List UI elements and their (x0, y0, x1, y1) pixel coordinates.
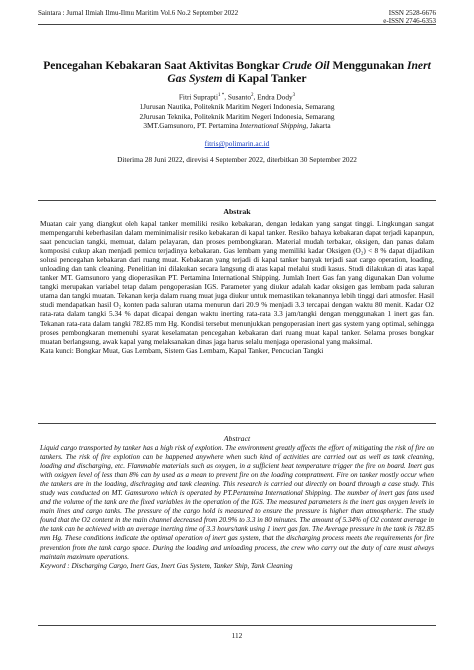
header-rule (38, 24, 436, 25)
abstract-text: Liquid cargo transported by tanker has a high risk of explotion. The environment greatly affects the effort of mitigating the risk of fire on tankers. The risk of fire explotion can be happened anywhere when such kind of activities are carried out as well as tank cleaning, loading and discharging, etc. Flammable materials such as oxygen, in a sufficient heat temperature trigger the fire on board. Inert gas with oxigyen level of less than 8% can by used as a mean to prevent fire on the loading compratment. Fire on tanker mostly occur when the tankers are in the loading, dischraging and tank cleaning. This research is carried out directly on board through a case study. This study was conducted on MT. Gamsurono which is operated by PT.Pertamina International Shipping. The number of inert gas fans used and the volume of the tank are the fixed variables in the operation of the IGS. The measured parameters is the inert gas oxygen levels in main lines and cargo tanks. The pressure of the cargo hold is measured to ensure the pressure is higher than atmospheric. The study found that the O2 content in the main channel decreased from 20.9% to 3.3 in 80 minutes. The amount of 5.34% of O2 content average in the tank can be achieved with an average inerting time of 3.3 hours/tank using 1 inert gas fan. The Average pressure in the tank is 782.85 mm Hg. These conditions indicate the optimal operation of inert gas system, that the discharging process meets the requirements for fire prevention from the tank cargo space. During the loading and unloading process, the crew who carry out the duty of care must always maintain maximum operations. (40, 444, 434, 561)
affiliation-2: 2Jurusan Teknika, Politeknik Maritim Negeri Indonesia, Semarang (139, 111, 335, 121)
abstrak-keywords: Kata kunci: Bongkar Muat, Gas Lembam, Sistem Gas Lembam, Kapal Tanker, Pencucian Tangki (40, 345, 324, 355)
abstract-heading: Abstract (223, 434, 251, 443)
issn: ISSN 2528-6676 (388, 9, 436, 17)
page-number: 112 (231, 631, 243, 640)
publication-dates: Diterima 28 Juni 2022, direvisi 4 September 2022, diterbitkan 30 September 2022 (117, 155, 357, 164)
e-issn: e-ISSN 2746-6353 (383, 17, 436, 25)
abstrak-heading: Abstrak (223, 207, 251, 216)
affiliation-1: 1Jurusan Nautika, Politeknik Maritim Negeri Indonesia, Semarang (139, 102, 335, 112)
abstract-body (40, 444, 434, 571)
footer-rule (38, 625, 436, 626)
author-names: Fitri Suprapti$^{1 *}$, Susanto$^2$, Endra Dody$^3$ (178, 92, 296, 102)
abstrak-top-rule (38, 200, 436, 201)
abstrak-text: Muatan cair yang diangkut oleh kapal tanker memiliki resiko kebakaran, dengan ledakan yang sangat tinggi. Lingkungan sangat mempengaruhi keberhasilan dalam meminimalisir resiko kebakaran di kapal tanker. Resiko bahaya kebakaran dapat terjadi kapanpun, saat pencucian tangki, memuat, dalam pelayaran, dan proses pembongkaran. Material mudah terbakar, oksigen, dan panas dalam komposisi cukup akan menjadi pemicu terjadinya kebakaran. Gas lembam yang memiliki kadar Oksigen (O₂) < 8 % dapat dijadikan solusi pencegahan kebakaran dari ruang muat. Kebakaran yang terjadi di kapal tanker banyak terjadi saat cargo operation, loading, unloading dan tank cleaning. Penelitian ini dilakukan secara langsung di atas kapal melalui studi kasus. Studi dilakukan di atas kapal tanker MT. Gamsunoro yang dioperasikan PT. Pertamina International Shipping. Jumlah Inert Gas fan yang digunakan Dan volume tangki merupakan variabel tetap dalam pengoperasian IGS. Parameter yang diukur adalah kadar oksigen gas lembam pada saluran utama dan tangki muatan. Tekanan kerja dalam ruang muat juga diukur untuk memastikan tekanannya lebih tinggi dari atmosfer. Hasil studi mendapatkan hasil O₂ konten pada saluran utama menurun dari 20.9 % menjadi 3.3 tercapai dengan waktu 80 menit. Kadar O2 rata-rata dalam tangki 5.34 % dapat dicapai dengan waktu inerting rata-rata 3.3 jam/tangki dengan menggunakan 1 inert gas fan. Tekanan rata-rata dalam tangki 782.85 mm Hg. Kondisi tersebut menunjukkan pengoperasian inert gas system yang optimal, sehingga proses pembongkaran memenuhi syarat keselamatan pencegahan kebakaran dari ruang muat kapal tanker. Selama proses bongkar muatan berlangsung, awak kapal yang melaksanakan dinas jaga harus selalu menjaga operasional yang maksimal. (40, 219, 434, 346)
author-block (40, 91, 434, 131)
corresponding-email[interactable]: fitris@polimarin.ac.id (204, 139, 270, 148)
section-divider (38, 423, 436, 424)
abstrak-body (40, 219, 434, 355)
paper-title: Pencegahan Kebakaran Saat Aktivitas Bongkar Crude Oil Menggunakan Inert Gas System di Kapal Tanker (43, 59, 431, 85)
issn-block (383, 9, 436, 25)
journal-name: Saintara : Jurnal Ilmiah Ilmu-Ilmu Maritim Vol.6 No.2 September 2022 (38, 9, 239, 17)
abstract-keywords: Keyword : Discharging Cargo, Inert Gas, Inert Gas System, Tanker Ship, Tank Cleaning (40, 561, 293, 570)
affiliation-3: 3MT.Gamsunoro, PT. Pertamina International Shipping, Jakarta (143, 121, 331, 131)
